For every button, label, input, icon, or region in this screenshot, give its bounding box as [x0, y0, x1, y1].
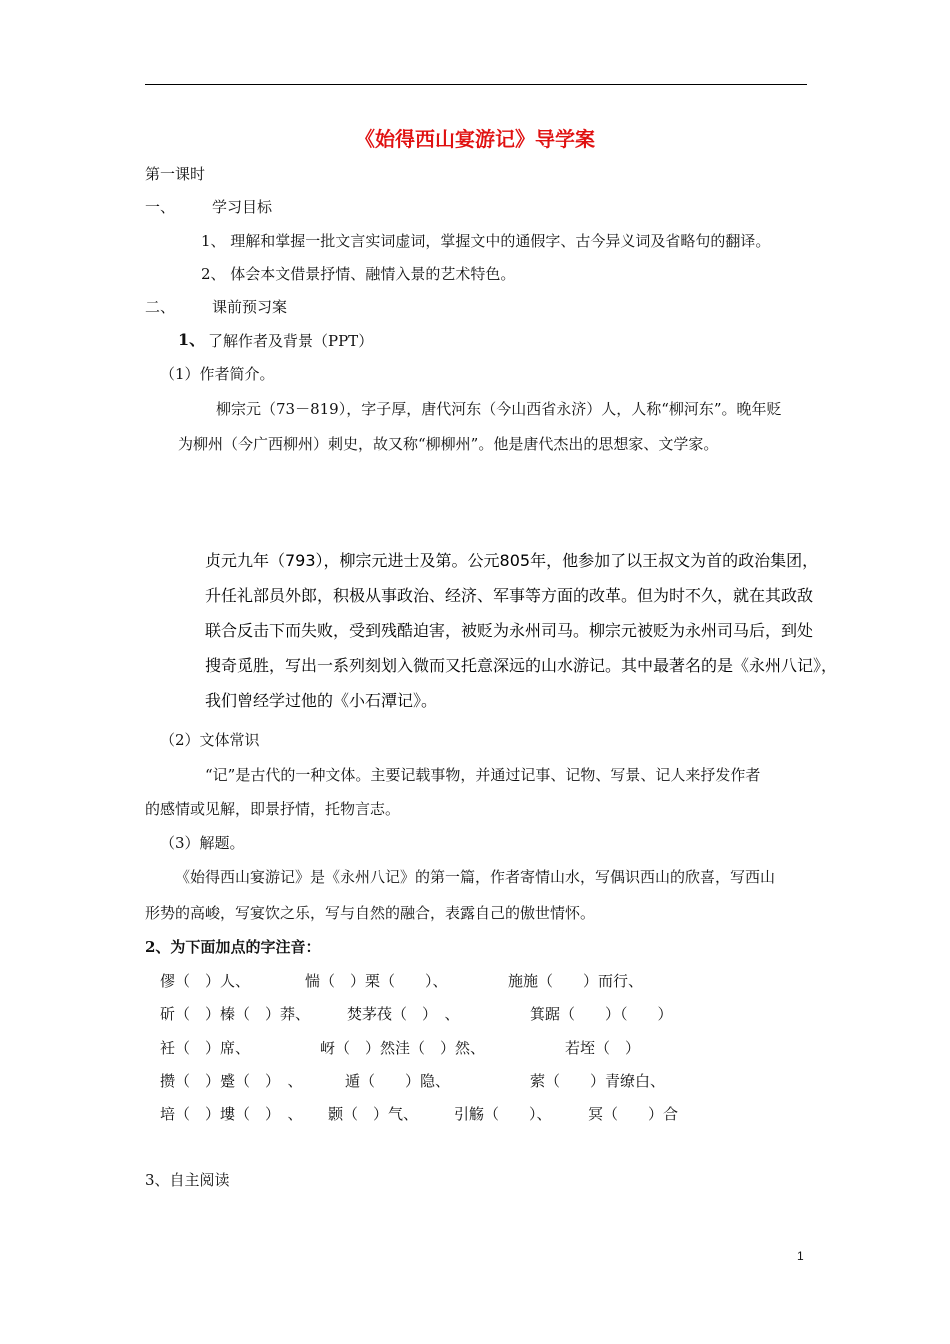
item-1-text: 了解作者及背景（PPT） — [208, 332, 374, 350]
exercise-4-3: 萦（ ）青缭白、 — [530, 1072, 666, 1090]
page-number: 1 — [797, 1249, 804, 1263]
section-1-title: 学习目标 — [212, 198, 273, 216]
section-1-number: 一、 — [145, 198, 176, 216]
sub-1-heading: （1）作者简介。 — [160, 365, 275, 383]
exercise-2-2: 焚茅茷（ ） 、 — [347, 1005, 460, 1023]
exercise-4-1: 攒（ ）蹙（ ） 、 — [160, 1072, 303, 1090]
image-line-2: 升任礼部员外郎，积极从事政治、经济、军事等方面的改革。但为时不久，就在其政敌 — [205, 586, 814, 605]
author-line-2: 为柳州（今广西柳州）刺史，故又称“柳柳州”。他是唐代杰出的思想家、文学家。 — [178, 435, 719, 453]
jieti-line-1: 《始得西山宴游记》是《永州八记》的第一篇，作者寄情山水，写偶识西山的欣喜，写西山 — [175, 868, 776, 886]
header-rule — [145, 84, 807, 85]
goal-1: 1、 理解和掌握一批文言实词虚词，掌握文中的通假字、古今异义词及省略句的翻译。 — [201, 232, 771, 250]
exercise-2-3: 箕踞（ ）（ ） — [530, 1005, 673, 1023]
background-text-image — [205, 545, 838, 720]
item-3-heading: 3、自主阅读 — [145, 1171, 230, 1189]
sub-3-heading: （3）解题。 — [160, 834, 245, 852]
exercise-3-3: 若垤（ ） — [565, 1039, 641, 1057]
exercise-1-1: 僇（ ）人、 — [160, 972, 251, 990]
image-line-3: 联合反击下而失败，受到残酷迫害，被贬为永州司马。柳宗元被贬为永州司马后，到处 — [205, 621, 814, 640]
exercise-3-1: 衽（ ）席、 — [160, 1039, 251, 1057]
exercise-4-2: 遁（ ）隐、 — [345, 1072, 451, 1090]
section-2-number: 二、 — [145, 298, 176, 316]
image-line-5: 我们曾经学过他的《小石潭记》。 — [205, 691, 438, 710]
exercise-5-2: 颢（ ）气、 — [328, 1105, 419, 1123]
item-1-number: 1、 — [178, 330, 206, 349]
goal-2: 2、 体会本文借景抒情、融情入景的艺术特色。 — [201, 265, 516, 283]
page-title: 《始得西山宴游记》导学案 — [355, 127, 595, 151]
section-2-title: 课前预习案 — [212, 298, 288, 316]
genre-line-2: 的感情或见解，即景抒情，托物言志。 — [145, 800, 401, 818]
author-line-1: 柳宗元（73－819），字子厚，唐代河东（今山西省永济）人，人称“柳河东”。晚年贬 — [216, 400, 782, 418]
exercise-5-4: 冥（ ）合 — [588, 1105, 679, 1123]
exercise-5-3: 引觞（ ）、 — [454, 1105, 552, 1123]
image-line-4: 搜奇觅胜，写出一系列刻划入微而又托意深远的山水游记。其中最著名的是《永州八记》， — [205, 656, 838, 675]
exercise-3-2: 岈（ ）然洼（ ）然、 — [320, 1039, 486, 1057]
image-line-1: 贞元九年（793），柳宗元进士及第。公元805年，他参加了以王叔文为首的政治集团， — [205, 551, 819, 570]
lesson-label: 第一课时 — [145, 165, 206, 183]
item-2-heading: 2、为下面加点的字注音： — [145, 938, 321, 956]
exercise-1-2: 惴（ ）栗（ ）、 — [305, 972, 448, 990]
exercise-2-1: 斫（ ）榛（ ）莽、 — [160, 1005, 311, 1023]
sub-2-heading: （2）文体常识 — [160, 731, 260, 749]
exercise-5-1: 培（ ）塿（ ） 、 — [160, 1105, 303, 1123]
jieti-line-2: 形势的高峻，写宴饮之乐，写与自然的融合，表露自己的傲世情怀。 — [145, 904, 596, 922]
exercise-1-3: 施施（ ）而行、 — [508, 972, 644, 990]
genre-line-1: “记”是古代的一种文体。主要记载事物，并通过记事、记物、写景、记人来抒发作者 — [205, 766, 761, 784]
